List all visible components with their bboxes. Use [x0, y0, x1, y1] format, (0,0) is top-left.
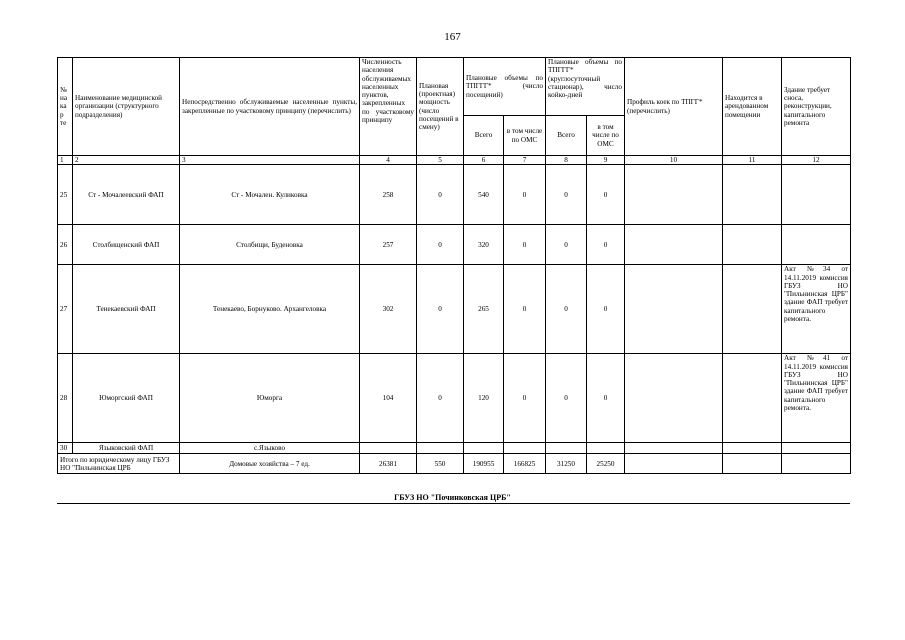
row-capacity: 0	[417, 354, 464, 443]
col-number: 5	[417, 156, 464, 165]
total-capacity: 550	[417, 454, 464, 474]
row-beds-oms: 0	[587, 265, 625, 354]
row-visits-oms	[504, 443, 546, 454]
col-number: 8	[546, 156, 587, 165]
total-beds-oms: 25250	[587, 454, 625, 474]
col-number: 6	[464, 156, 504, 165]
row-rented	[723, 354, 782, 443]
col-number: 1	[58, 156, 73, 165]
row-capacity: 0	[417, 265, 464, 354]
row-population	[360, 443, 417, 454]
col-number: 4	[360, 156, 417, 165]
row-beds-oms: 0	[587, 354, 625, 443]
facilities-table	[57, 57, 851, 474]
row-name: Ст - Мочалеевский ФАП	[73, 165, 180, 225]
total-profile	[625, 454, 723, 474]
row-num: 25	[58, 165, 73, 225]
divider	[57, 503, 850, 504]
row-capacity: 0	[417, 165, 464, 225]
total-visits: 190955	[464, 454, 504, 474]
row-num: 28	[58, 354, 73, 443]
row-served: с.Языково	[180, 443, 360, 454]
row-name: Юморгский ФАП	[73, 354, 180, 443]
row-rented	[723, 443, 782, 454]
table-row	[58, 165, 851, 225]
row-visits-oms: 0	[504, 354, 546, 443]
row-profile	[625, 443, 723, 454]
row-repair	[782, 225, 851, 265]
row-visits: 120	[464, 354, 504, 443]
header-capacity: Плановая (проектная) мощность (число посещений в смену)	[417, 58, 464, 156]
row-population: 258	[360, 165, 417, 225]
table-row	[58, 443, 851, 454]
row-repair	[782, 443, 851, 454]
row-served: Тенекаево, Борнуково. Архангеловка	[180, 265, 360, 354]
total-label: Итого по юридическому лицу ГБУЗ НО "Пильнинская ЦРБ	[58, 454, 180, 474]
total-row	[58, 454, 851, 474]
row-visits-oms: 0	[504, 225, 546, 265]
column-number-row	[58, 156, 851, 165]
row-visits-oms: 0	[504, 165, 546, 225]
col-number: 7	[504, 156, 546, 165]
row-capacity	[417, 443, 464, 454]
col-number: 11	[723, 156, 782, 165]
row-name: Столбищенский ФАП	[73, 225, 180, 265]
total-rented	[723, 454, 782, 474]
row-rented	[723, 225, 782, 265]
header-rented: Находится в арендованном помещении	[723, 58, 782, 156]
row-num: 30	[58, 443, 73, 454]
header-profile: Профиль коек по ТПГГ* (перечислить)	[625, 58, 723, 156]
row-served: Юморга	[180, 354, 360, 443]
table-row	[58, 225, 851, 265]
row-profile	[625, 225, 723, 265]
row-beds: 0	[546, 265, 587, 354]
row-repair: Акт №34 от 14.11.2019 комиссия ГБУЗ НО "Пильнинская ЦРБ" здание ФАП требует капитального ремонта.	[782, 265, 851, 354]
table-row	[58, 265, 851, 354]
row-visits	[464, 443, 504, 454]
row-beds: 0	[546, 354, 587, 443]
row-served: Столбищи, Буденовка	[180, 225, 360, 265]
col-number: 10	[625, 156, 723, 165]
row-rented	[723, 165, 782, 225]
row-profile	[625, 265, 723, 354]
row-population: 257	[360, 225, 417, 265]
header-name: Наименование медицинской организации (структурного подразделения)	[73, 58, 180, 156]
page-number: 167	[444, 31, 461, 43]
header-beds-oms: в том числе по ОМС	[587, 116, 625, 156]
row-served: Ст - Мочален. Куликовка	[180, 165, 360, 225]
header-visits-oms: в том числе по ОМС	[504, 116, 546, 156]
table-row	[58, 354, 851, 443]
total-visits-oms: 166825	[504, 454, 546, 474]
col-number: 9	[587, 156, 625, 165]
row-profile	[625, 165, 723, 225]
next-organization-title: ГБУЗ НО "Починковская ЦРБ"	[394, 493, 511, 502]
row-profile	[625, 354, 723, 443]
row-repair: Акт №41 от 14.11.2019 комиссия ГБУЗ НО "Пильнинская ЦРБ" здание ФАП требует капитального ремонта.	[782, 354, 851, 443]
row-name: Тенекаевский ФАП	[73, 265, 180, 354]
header-beds-total: Всего	[546, 116, 587, 156]
row-beds-oms: 0	[587, 225, 625, 265]
header-served: Непосредственно обслуживаемые населенные пункты, закрепленные по участковому принципу (перечислить)	[180, 58, 360, 156]
row-name: Языковский ФАП	[73, 443, 180, 454]
row-beds	[546, 443, 587, 454]
col-number: 2	[73, 156, 180, 165]
row-visits: 540	[464, 165, 504, 225]
total-population: 26381	[360, 454, 417, 474]
row-beds: 0	[546, 225, 587, 265]
row-beds-oms: 0	[587, 165, 625, 225]
total-repair	[782, 454, 851, 474]
row-beds: 0	[546, 165, 587, 225]
total-beds: 31250	[546, 454, 587, 474]
col-number: 12	[782, 156, 851, 165]
total-served: Домовые хозяйства – 7 ед.	[180, 454, 360, 474]
row-repair	[782, 165, 851, 225]
row-num: 26	[58, 225, 73, 265]
header-repair: Здание требует сноса, реконструкции, капитального ремонта	[782, 58, 851, 156]
row-rented	[723, 265, 782, 354]
row-capacity: 0	[417, 225, 464, 265]
header-visits: Плановые объемы по ТПГГГ* (число посещений)	[464, 58, 546, 116]
header-num: № на кар те	[58, 58, 73, 156]
header-inpatient: Плановые объемы по ТПГГГ* (круглосуточный стационар), число койко-дней	[546, 58, 625, 116]
header-visits-total: Всего	[464, 116, 504, 156]
row-visits: 320	[464, 225, 504, 265]
row-population: 104	[360, 354, 417, 443]
row-visits: 265	[464, 265, 504, 354]
row-population: 302	[360, 265, 417, 354]
row-visits-oms: 0	[504, 265, 546, 354]
header-population: Численность населения обслуживаемых населенных пунктов, закрепленных по участковому принципу	[360, 58, 417, 156]
row-beds-oms	[587, 443, 625, 454]
col-number: 3	[180, 156, 360, 165]
row-num: 27	[58, 265, 73, 354]
